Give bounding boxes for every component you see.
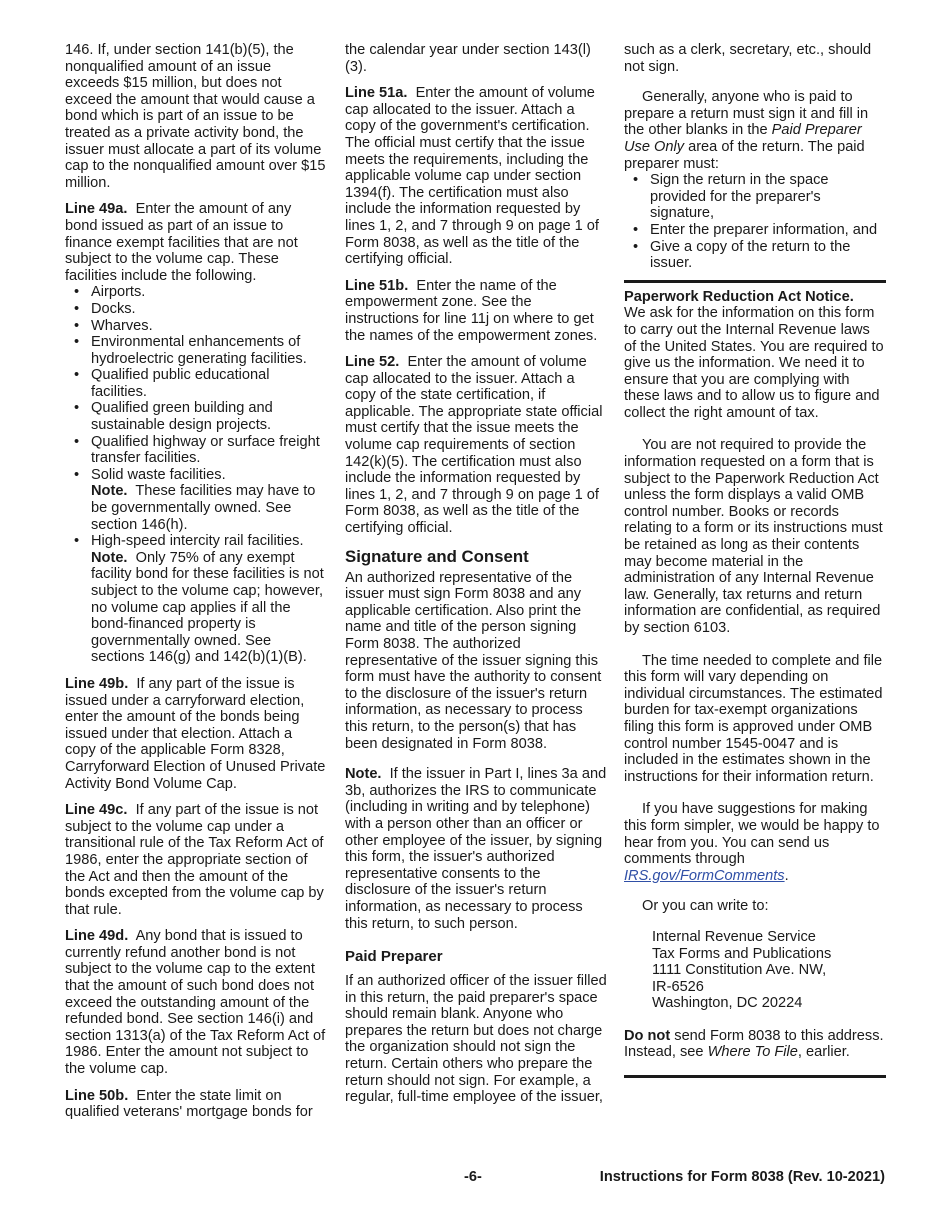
- list-item: • Qualified public educational facilities.: [65, 367, 327, 400]
- suggestions-text-b: .: [784, 867, 789, 884]
- line-51a-label: Line 51a.: [345, 85, 408, 102]
- paid-preparer-list: [624, 172, 886, 272]
- line-49d-text: Any bond that is issued to currently refund another bond is not subject to the volume cap to the extent that the amount of such bond does not exceed the outstanding amount of the refunded bond. See section 146(i) and section 1313(a) of the Tax Reform Act of 1986. Enter the amount not subject to the volume cap.: [65, 928, 326, 1078]
- note-label: Note.: [91, 483, 128, 500]
- line-51b-label: Line 51b.: [345, 277, 409, 294]
- line-49b-text: If any part of the issue is issued under a carryforward election, enter the amount of the bonds being issued under that election. Attach a copy of the applicable Form 8328, Carryforward Election of Unused Private Activity Bond Volume Cap.: [65, 675, 326, 792]
- line-49d-paragraph: [65, 928, 327, 1077]
- general-text-a: Generally, anyone who is paid to prepare a return must sign it and fill in the other blanks in the: [624, 89, 869, 139]
- column-3: [624, 42, 886, 1078]
- rail-text: High-speed intercity rail facilities.: [91, 533, 304, 550]
- footer-title: Instructions for Form 8038 (Rev. 10-2021): [599, 1169, 885, 1185]
- column-2: [345, 42, 607, 1116]
- do-not-text-a: send Form 8038 to this address. Instead, see: [624, 1027, 884, 1061]
- list-item-solid-waste: [65, 467, 327, 533]
- list-item: • Docks.: [65, 301, 327, 318]
- line-49a-label: Line 49a.: [65, 201, 128, 218]
- solid-waste-text: Solid waste facilities.: [91, 466, 226, 483]
- address-line: Internal Revenue Service: [652, 928, 816, 945]
- line-49c-paragraph: [65, 802, 327, 918]
- list-item: • Give a copy of the return to the issuer.: [624, 239, 886, 272]
- list-item: • Environmental enhancements of hydroelectric generating facilities.: [65, 334, 327, 367]
- do-not-send-paragraph: [624, 1028, 886, 1061]
- address-line: IR-6526: [652, 978, 704, 995]
- note-label: Note.: [345, 766, 382, 783]
- list-item-rail: [65, 533, 327, 666]
- form-comments-link[interactable]: IRS.gov/FormComments: [624, 867, 785, 884]
- line-51b-paragraph: [345, 278, 607, 344]
- exempt-facilities-list: [65, 284, 327, 666]
- line-52-paragraph: [345, 354, 607, 537]
- paperwork-notice-paragraph: [624, 289, 886, 422]
- page-number: -6-: [464, 1169, 482, 1185]
- line-49d-label: Line 49d.: [65, 928, 129, 945]
- line-49a-text: Enter the amount of any bond issued as part of an issue to finance exempt facilities that are not subject to the volume cap. These facilities include the following.: [65, 201, 298, 284]
- omb-paragraph: You are not required to provide the information requested on a form that is subject to the Paperwork Reduction Act unless the form displays a valid OMB control number. Books or records relating to a form or its instructions must be retained as long as their contents may become material in the administration of any Internal Revenue law. Generally, tax returns and return information are confidential, as required by section 6103.: [624, 437, 883, 636]
- mailing-address: [624, 929, 886, 1012]
- line-50b-text: Enter the state limit on qualified veterans' mortgage bonds for: [65, 1087, 313, 1121]
- list-item: • Qualified green building and sustainable design projects.: [65, 400, 327, 433]
- line-49b-paragraph: [65, 676, 327, 792]
- section-divider-bottom: [624, 1075, 886, 1078]
- time-needed-paragraph: The time needed to complete and file this form will vary depending on individual circumstances. The estimated burden for tax-exempt organizations filing this form is approved under OMB control number 1545-0047 and is included in the estimates shown in the instructions for their information return.: [624, 652, 883, 785]
- do-not-bold: Do not: [624, 1027, 671, 1044]
- address-line: Washington, DC 20224: [652, 995, 803, 1012]
- line-49b-label: Line 49b.: [65, 675, 129, 692]
- list-item: • Wharves.: [65, 318, 327, 335]
- line-49c-text: If any part of the issue is not subject to the volume cap under a transitional rule of the Tax Reform Act of 1986, enter the appropriate section of the Act and then the amount of the bonds excepted from the volume cap by that rule.: [65, 802, 324, 918]
- signature-consent-paragraph: An authorized representative of the issuer must sign Form 8038 and any applicable certification. Also print the name and title of the person signing Form 8038. The authorized representative of the issuer signing this form must have the authority to consent to the disclosure of the issuer's return information, as necessary to process this return, to the person(s) that has been designated in Form 8038.: [345, 569, 602, 752]
- general-text-italic: Paid Preparer Use Only: [624, 122, 862, 155]
- paid-preparer-heading: Paid Preparer: [345, 948, 443, 966]
- list-item: • Sign the return in the space provided for the preparer's signature,: [624, 172, 886, 222]
- continued-paragraph: such as a clerk, secretary, etc., should not sign.: [624, 42, 872, 75]
- list-item: • Enter the preparer information, and: [624, 222, 886, 239]
- where-to-file-italic: Where To File: [707, 1044, 798, 1061]
- note-paragraph: [345, 766, 607, 932]
- continued-paragraph: the calendar year under section 143(l)(3).: [345, 42, 591, 75]
- solid-waste-note: These facilities may have to be governmentally owned. See section 146(h).: [91, 483, 316, 533]
- rail-note: Only 75% of any exempt facility bond for these facilities is not subject to the volume cap; however, no volume cap applies if all the bond-financed property is governmentally owned. See sections 146(g) and 142(b)(1)(B).: [91, 549, 324, 666]
- list-item: • Airports.: [65, 284, 327, 301]
- suggestions-text-a: If you have suggestions for making this form simpler, we would be happy to hear from you. You can send us comments through: [624, 801, 880, 868]
- line-51a-text: Enter the amount of volume cap allocated to the issuer. Attach a copy of the government's certification. The official must certify that the issue meets the requirements, including the applicable volume cap under section 1394(f). The certification must also include the information requested by lines 1, 2, and 7 through 9 on page 1 of Form 8038, as well as the title of the certifying official.: [345, 85, 599, 268]
- line-49c-label: Line 49c.: [65, 802, 128, 819]
- general-text-b: area of the return. The paid preparer must:: [624, 138, 865, 172]
- do-not-text-b: , earlier.: [797, 1044, 850, 1061]
- column-1: [65, 42, 327, 1131]
- signature-consent-heading: Signature and Consent: [345, 546, 529, 566]
- line-51a-paragraph: [345, 85, 607, 268]
- address-line: Tax Forms and Publications: [652, 945, 832, 962]
- note-label: Note.: [91, 549, 128, 566]
- paperwork-notice-heading: Paperwork Reduction Act Notice.: [624, 288, 854, 305]
- list-item: • Qualified highway or surface freight transfer facilities.: [65, 434, 327, 467]
- line-52-label: Line 52.: [345, 354, 400, 371]
- section-divider: [624, 280, 886, 283]
- paid-preparer-paragraph: If an authorized officer of the issuer filled in this return, the paid preparer's space should remain blank. Anyone who prepares the return but does not charge the organization should not sign the return. Certain others who prepare the return should not sign. For example, a regular, full-time employee of the issuer,: [345, 973, 607, 1106]
- line-49a-paragraph: [65, 201, 327, 284]
- line-50b-paragraph: [65, 1088, 327, 1121]
- suggestions-paragraph: [624, 801, 886, 884]
- address-line: 1111 Constitution Ave. NW,: [652, 962, 827, 979]
- line-51b-text: Enter the name of the empowerment zone. See the instructions for line 11j on where to get the names of the empowerment zones.: [345, 277, 598, 344]
- paid-preparer-general-paragraph: [624, 89, 886, 172]
- line-50b-label: Line 50b.: [65, 1087, 129, 1104]
- intro-paragraph: 146. If, under section 141(b)(5), the nonqualified amount of an issue exceeds $15 million, but does not exceed the amount that would cause a bond which is part of an issue to be treated as a private activity bond, the issuer must allocate a part of its volume cap to the nonqualified amount over $15 million.: [65, 42, 326, 191]
- note-text: If the issuer in Part I, lines 3a and 3b, authorizes the IRS to communicate (including in writing and by telephone) with a person other than an officer or other employee of the issuer, by signing this form, the issuer's authorized representative consents to the disclosure of the issuer's return information, as necessary to process this return, to such person.: [345, 766, 607, 932]
- line-52-text: Enter the amount of volume cap allocated to the issuer. Attach a copy of the state certification, if applicable. The appropriate state official must certify that the issue meets the volume cap requirements of section 142(k)(5). The certification must also include the information requested by lines 1, 2, and 7 through 9 on page 1 of Form 8038, as well as the title of the certifying official.: [345, 354, 603, 537]
- paperwork-notice-text: We ask for the information on this form to carry out the Internal Revenue laws of the United States. You are required to give us the information. We need it to ensure that you are complying with these laws and to allow us to figure and collect the right amount of tax.: [624, 305, 884, 421]
- write-to-paragraph: Or you can write to:: [642, 898, 769, 915]
